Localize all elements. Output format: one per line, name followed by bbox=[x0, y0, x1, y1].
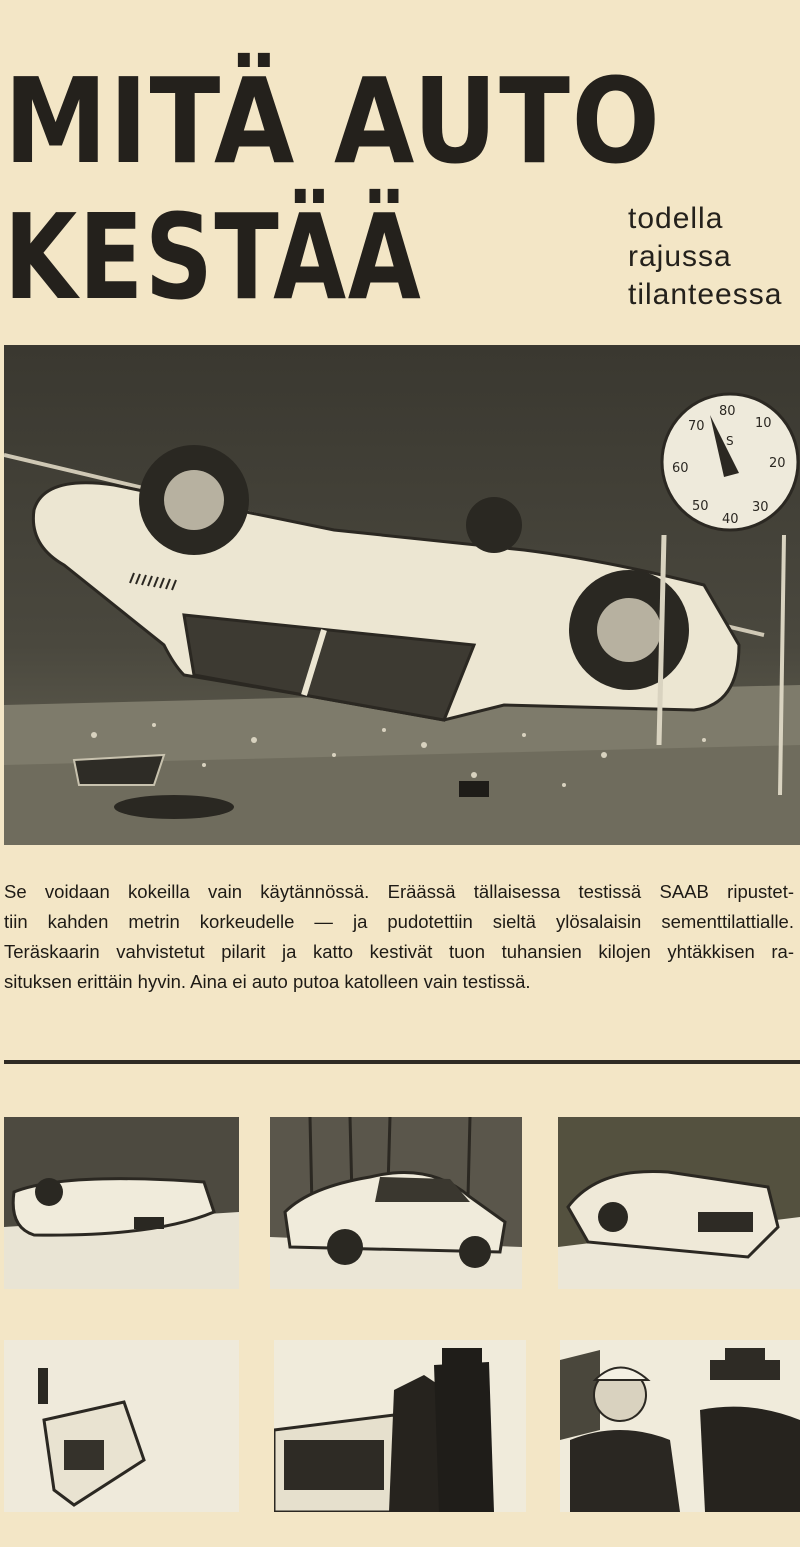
caption bbox=[4, 877, 794, 997]
section-divider bbox=[4, 1060, 800, 1064]
caption-line-1: Se voidaan kokeilla vain käytännössä. Eräässä tällaisessa testissä SAAB ripustet- bbox=[4, 881, 794, 902]
gauge-tick-50: 50 bbox=[692, 499, 709, 514]
thumb-driver-and-man bbox=[560, 1340, 800, 1512]
thumb-car-rolled-snow bbox=[4, 1117, 239, 1289]
thumb-men-inspect-car bbox=[274, 1340, 526, 1512]
caption-line-4: situksen erittäin hyvin. Aina ei auto putoa katolleen vain testissä. bbox=[4, 971, 531, 992]
gauge-center-label: S bbox=[726, 434, 734, 448]
thumb-car-on-side bbox=[4, 1340, 239, 1512]
thumb-car-on-road bbox=[270, 1117, 522, 1289]
subhead-line-3: tilanteessa bbox=[628, 278, 783, 311]
gauge-tick-60: 60 bbox=[672, 461, 689, 476]
subheadline bbox=[628, 200, 800, 314]
headline-line-1: MITÄ AUTO bbox=[4, 52, 662, 190]
gauge-tick-70: 70 bbox=[688, 419, 705, 434]
caption-line-2: tiin kahden metrin korkeudelle — ja pudotettiin sieltä ylösalaisin sementtilattialle. bbox=[4, 911, 794, 932]
gauge-tick-30: 30 bbox=[752, 500, 769, 515]
gauge-dial-icon bbox=[662, 394, 798, 530]
main-photo-upside-down-car bbox=[4, 345, 800, 845]
gauge-tick-80: 80 bbox=[719, 404, 736, 419]
headline-line-2: KESTÄÄ bbox=[4, 188, 423, 326]
caption-line-3: Teräskaarin vahvistetut pilarit ja katto kestivät tuon tuhansien kilojen yhtäkkisen ra- bbox=[4, 941, 794, 962]
gauge-tick-40: 40 bbox=[722, 512, 739, 527]
thumb-car-tipping bbox=[558, 1117, 800, 1289]
gauge-tick-10: 10 bbox=[755, 416, 772, 431]
subhead-line-2: rajussa bbox=[628, 240, 732, 273]
gauge-tick-20: 20 bbox=[769, 456, 786, 471]
subhead-line-1: todella bbox=[628, 202, 724, 235]
